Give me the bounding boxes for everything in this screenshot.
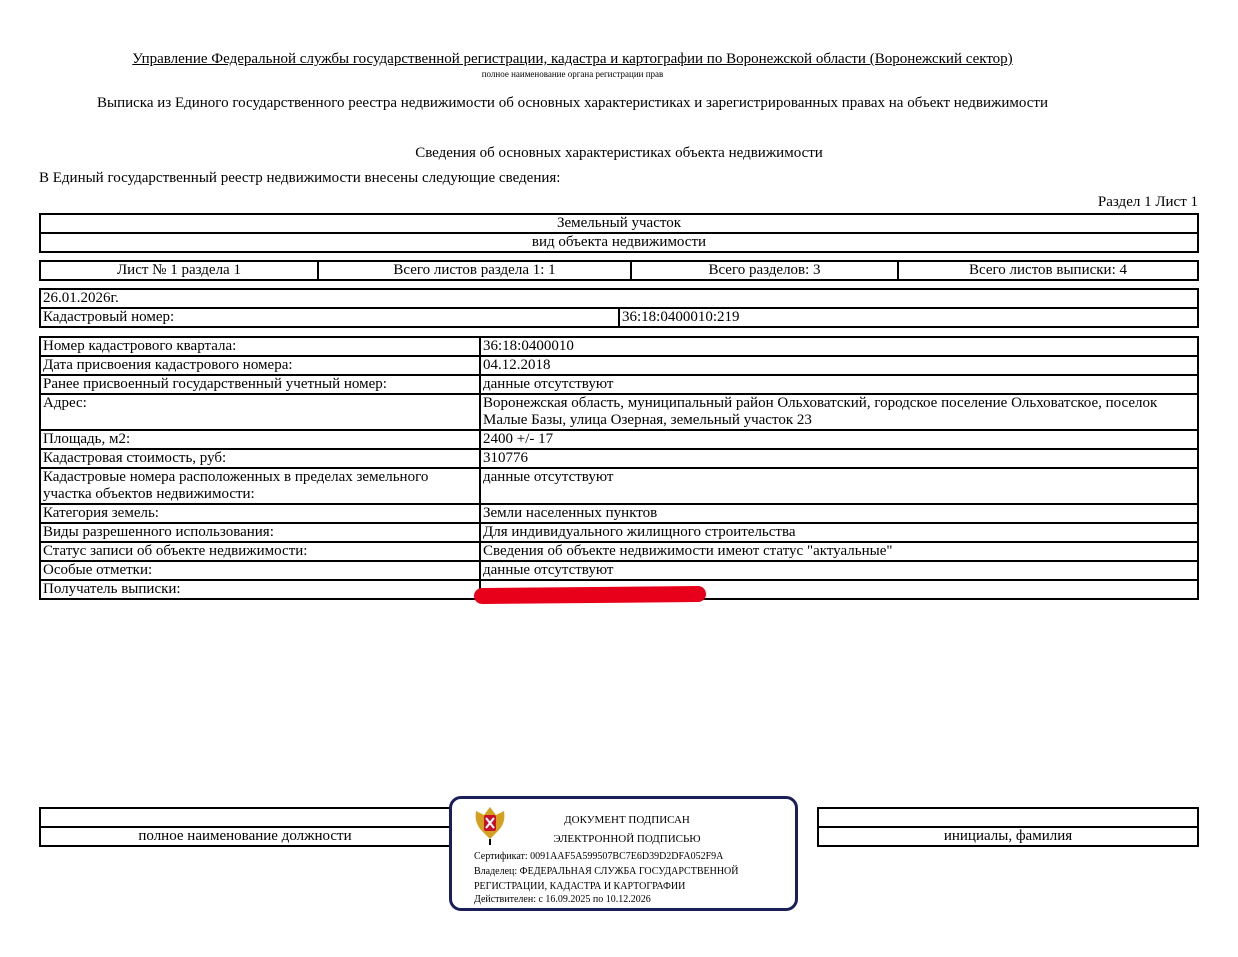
- row-label: Дата присвоения кадастрового номера:: [40, 356, 480, 375]
- row-label: Кадастровые номера расположенных в пределах земельного участка объектов недвижимости:: [40, 468, 480, 504]
- redaction-mark: [474, 586, 706, 604]
- row-value: 04.12.2018: [480, 356, 1198, 375]
- row-value: Сведения об объекте недвижимости имеют статус "актуальные": [480, 542, 1198, 561]
- row-label: Виды разрешенного использования:: [40, 523, 480, 542]
- position-caption: полное наименование должности: [40, 827, 450, 846]
- object-type: Земельный участок: [40, 214, 1198, 233]
- table-row: [40, 468, 1198, 504]
- stamp-validity: Действителен: с 16.09.2025 по 10.12.2026: [474, 894, 651, 905]
- table-row: [40, 504, 1198, 523]
- row-label: Статус записи об объекте недвижимости:: [40, 542, 480, 561]
- table-row: [40, 449, 1198, 468]
- object-type-table: [39, 213, 1199, 253]
- table-row: [40, 394, 1198, 430]
- row-value: 2400 +/- 17: [480, 430, 1198, 449]
- authority-name: Управление Федеральной службы государственной регистрации, кадастра и картографии по Воронежской области (Воронежский сектор): [132, 51, 1013, 67]
- cadastral-number-label: Кадастровый номер:: [40, 308, 619, 327]
- total-sections: Всего разделов: 3: [631, 261, 898, 280]
- row-label: Номер кадастрового квартала:: [40, 337, 480, 356]
- row-value: данные отсутствуют: [480, 468, 1198, 504]
- stamp-line-1: ДОКУМЕНТ ПОДПИСАН: [564, 814, 690, 826]
- stamp-line-2: ЭЛЕКТРОННОЙ ПОДПИСЬЮ: [553, 833, 701, 845]
- row-value: данные отсутствуют: [480, 375, 1198, 394]
- row-label: Кадастровая стоимость, руб:: [40, 449, 480, 468]
- row-label: Особые отметки:: [40, 561, 480, 580]
- cadastral-number-value: 36:18:0400010:219: [619, 308, 1198, 327]
- stamp-certificate: Сертификат: 0091AAF5A599507BC7E6D39D2DFA052F9A: [474, 851, 724, 862]
- row-value: Для индивидуального жилищного строительства: [480, 523, 1198, 542]
- table-row: [40, 430, 1198, 449]
- table-row: [40, 561, 1198, 580]
- row-value: 36:18:0400010: [480, 337, 1198, 356]
- coat-of-arms-icon: [472, 801, 508, 845]
- table-row: [40, 356, 1198, 375]
- row-value: 310776: [480, 449, 1198, 468]
- row-value: данные отсутствуют: [480, 561, 1198, 580]
- authority-caption: полное наименование органа регистрации прав: [481, 69, 664, 79]
- table-row: [40, 375, 1198, 394]
- characteristics-table: [39, 336, 1199, 600]
- section-label: Раздел 1 Лист 1: [1097, 194, 1198, 210]
- intro-text: В Единый государственный реестр недвижимости внесены следующие сведения:: [39, 170, 561, 186]
- total-sheets: Всего листов выписки: 4: [898, 261, 1198, 280]
- sheets-table: [39, 260, 1199, 281]
- electronic-signature-stamp: [449, 796, 798, 911]
- table-row: [40, 337, 1198, 356]
- extract-date: 26.01.2026г.: [40, 289, 1198, 308]
- table-row: [40, 542, 1198, 561]
- cadastral-table: [39, 288, 1199, 328]
- document-title: Выписка из Единого государственного реестра недвижимости об основных характеристиках и зарегистрированных правах на объект недвижимости: [96, 95, 1048, 111]
- document-subtitle: Сведения об основных характеристиках объекта недвижимости: [415, 145, 823, 161]
- row-label: Получатель выписки:: [40, 580, 480, 599]
- stamp-owner-1: Владелец: ФЕДЕРАЛЬНАЯ СЛУЖБА ГОСУДАРСТВЕННОЙ: [474, 866, 739, 877]
- table-row: [40, 523, 1198, 542]
- stamp-owner-2: РЕГИСТРАЦИИ, КАДАСТРА И КАРТОГРАФИИ: [474, 881, 686, 892]
- row-value: Воронежская область, муниципальный район Ольховатский, городское поселение Ольховатское, поселок Малые Базы, улица Озерная, земельный участок 23: [480, 394, 1198, 430]
- sheet-number: Лист № 1 раздела 1: [40, 261, 318, 280]
- row-label: Категория земель:: [40, 504, 480, 523]
- row-label: Ранее присвоенный государственный учетный номер:: [40, 375, 480, 394]
- row-label: Адрес:: [40, 394, 480, 430]
- object-type-caption: вид объекта недвижимости: [40, 233, 1198, 252]
- sheets-in-section: Всего листов раздела 1: 1: [318, 261, 631, 280]
- name-caption: инициалы, фамилия: [818, 827, 1198, 846]
- row-label: Площадь, м2:: [40, 430, 480, 449]
- row-value: Земли населенных пунктов: [480, 504, 1198, 523]
